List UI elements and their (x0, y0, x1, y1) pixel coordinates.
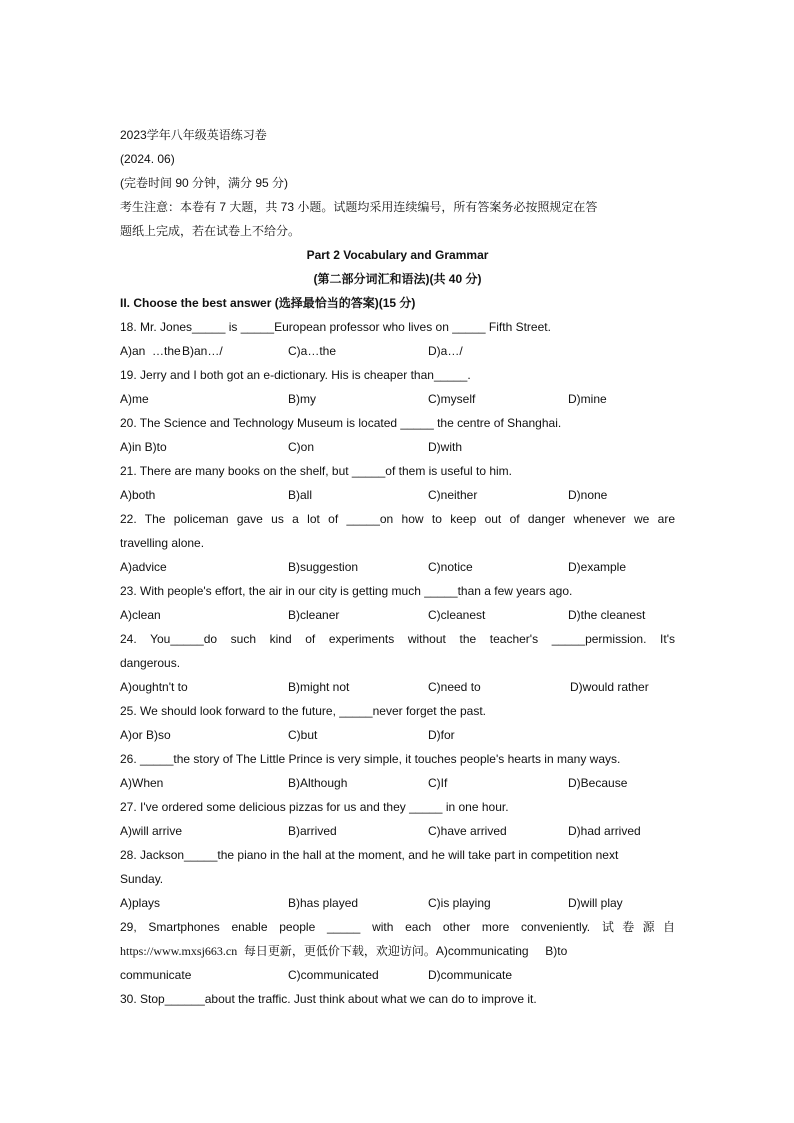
source-note: 每日更新，更低价下载，欢迎访问。A)communicating B)to (237, 944, 568, 958)
exam-title: 2023学年八年级英语练习卷 (120, 128, 267, 142)
source-url: https://www.mxsj663.cn (120, 944, 238, 958)
question-19: 19. Jerry and I both got an e-dictionary. His is cheaper than_____. (120, 368, 471, 382)
option-c: C)If (428, 776, 448, 790)
option-c: C)but (288, 728, 318, 742)
option-b: B)cleaner (288, 608, 340, 622)
question-24-line-1: 24. You_____do such kind of experiments without the teacher's _____permission. It's (120, 632, 675, 646)
question-25-options (120, 723, 675, 747)
question-19-options (120, 387, 675, 411)
option-b: B)all (288, 488, 313, 502)
option-a: A)me (120, 392, 149, 406)
option-a: A)plays (120, 896, 161, 910)
option-c: C)is playing (428, 896, 491, 910)
option-d: D)communicate (428, 968, 513, 982)
option-a: A)advice (120, 560, 167, 574)
option-b: B)my (288, 392, 316, 406)
option-a: A)When (120, 776, 164, 790)
part-title: Part 2 Vocabulary and Grammar (306, 248, 489, 262)
question-29-line-1: 29, Smartphones enable people _____ with each other more conveniently. 试卷源自 (120, 920, 675, 934)
question-21: 21. There are many books on the shelf, but _____of them is useful to him. (120, 464, 513, 478)
question-26: 26. _____the story of The Little Prince is very simple, it touches people's hearts in many ways. (120, 752, 621, 766)
exam-notice-line-1: 考生注意：本卷有 7 大题，共 73 小题。试题均采用连续编号，所有答案务必按照规定在答 (120, 200, 598, 214)
option-c: C)notice (428, 560, 473, 574)
question-18: 18. Mr. Jones_____ is _____European professor who lives on _____ Fifth Street. (120, 320, 551, 334)
option-a: A)will arrive (120, 824, 183, 838)
option-a: A)both (120, 488, 156, 502)
option-d: D)for (428, 728, 455, 742)
question-22-options (120, 555, 675, 579)
option-b: B)an…/ (182, 344, 223, 358)
option-c: C)on (288, 440, 315, 454)
question-27-options (120, 819, 675, 843)
option-d: D)example (568, 560, 627, 574)
option-b: B)might not (288, 680, 350, 694)
question-28-options (120, 891, 675, 915)
option-c: C)cleanest (428, 608, 486, 622)
option-c: C)a…the (288, 344, 337, 358)
question-28-line-2: Sunday. (120, 872, 164, 886)
question-30: 30. Stop______about the traffic. Just think about what we can do to improve it. (120, 992, 537, 1006)
question-20: 20. The Science and Technology Museum is located _____ the centre of Shanghai. (120, 416, 562, 430)
option-c: C)myself (428, 392, 476, 406)
exam-date: (2024. 06) (120, 152, 175, 166)
part-subtitle: (第二部分词汇和语法)(共 40 分) (313, 272, 482, 286)
question-20-options (120, 435, 675, 459)
option-c: C)need to (428, 680, 481, 694)
option-c: C)neither (428, 488, 478, 502)
option-d: D)a…/ (428, 344, 463, 358)
question-28-line-1: 28. Jackson_____the piano in the hall at the moment, and he will take part in competition next (120, 848, 619, 862)
option-a-b: A)or B)so (120, 728, 171, 742)
question-27: 27. I've ordered some delicious pizzas for us and they _____ in one hour. (120, 800, 509, 814)
question-26-options (120, 771, 675, 795)
option-a: A)oughtn't to (120, 680, 188, 694)
question-24-options (120, 675, 675, 699)
option-d: D)the cleanest (568, 608, 646, 622)
option-d: D)would rather (570, 680, 649, 694)
option-b-cont: communicate (120, 968, 192, 982)
option-d: D)Because (568, 776, 628, 790)
question-18-options (120, 339, 675, 363)
option-a: A)an …the (120, 344, 181, 358)
option-c: C)communicated (288, 968, 379, 982)
option-a-b: A)in B)to (120, 440, 167, 454)
option-d: D)will play (568, 896, 623, 910)
option-d: D)with (428, 440, 463, 454)
exam-page (120, 123, 675, 1011)
question-29-options (120, 963, 675, 987)
question-23-options (120, 603, 675, 627)
option-b: B)arrived (288, 824, 337, 838)
question-29-line-2 (120, 939, 675, 963)
option-b: B)has played (288, 896, 359, 910)
question-22-line-2: travelling alone. (120, 536, 205, 550)
option-a: A)clean (120, 608, 161, 622)
question-24-line-2: dangerous. (120, 656, 181, 670)
option-d: D)mine (568, 392, 607, 406)
exam-notice-line-2: 题纸上完成，若在试卷上不给分。 (120, 224, 301, 238)
question-25: 25. We should look forward to the future, _____never forget the past. (120, 704, 487, 718)
option-d: D)none (568, 488, 608, 502)
option-c: C)have arrived (428, 824, 507, 838)
question-22-line-1: 22. The policeman gave us a lot of _____on how to keep out of danger whenever we are (120, 512, 675, 526)
question-23: 23. With people's effort, the air in our city is getting much _____than a few years ago. (120, 584, 573, 598)
section-heading: II. Choose the best answer (选择最恰当的答案)(15 分) (120, 296, 416, 310)
question-21-options (120, 483, 675, 507)
option-b: B)Although (288, 776, 348, 790)
option-b: B)suggestion (288, 560, 359, 574)
option-d: D)had arrived (568, 824, 641, 838)
exam-time-info: (完卷时间 90 分钟，满分 95 分) (120, 176, 289, 190)
